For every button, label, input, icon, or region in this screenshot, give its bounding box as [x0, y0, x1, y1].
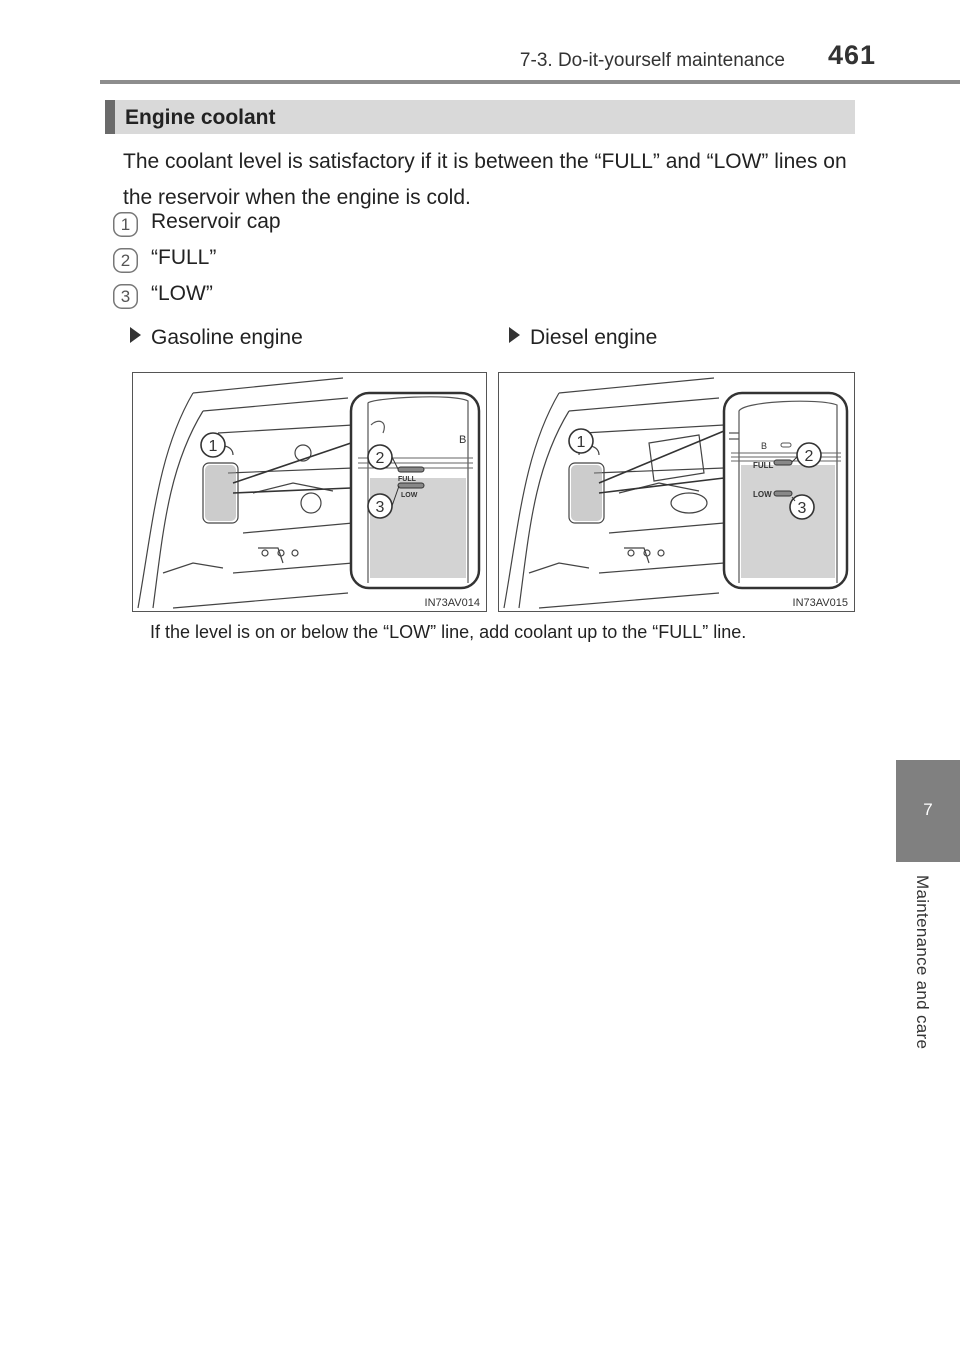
- full-line-label: FULL: [753, 461, 774, 470]
- section-heading-bar: [105, 100, 855, 134]
- low-line-label: LOW: [401, 492, 418, 499]
- legend-number: 1: [120, 215, 131, 234]
- variant-heading-text: Gasoline engine: [151, 326, 303, 349]
- low-line-label: LOW: [753, 490, 772, 499]
- callout-3-label: 3: [797, 500, 807, 517]
- level-b-mark: B: [459, 434, 467, 446]
- legend-label: Reservoir cap: [151, 210, 281, 233]
- intro-paragraph: The coolant level is satisfactory if it is between the “FULL” and “LOW” lines on the reservoir when the engine is cold.: [123, 150, 847, 209]
- legend-number: 2: [120, 251, 131, 270]
- figure-code: IN73AV014: [424, 597, 480, 609]
- refill-note: If the level is on or below the “LOW” line, add coolant up to the “FULL” line.: [150, 622, 747, 642]
- legend-number: 3: [120, 287, 131, 306]
- callout-3-label: 3: [375, 499, 385, 516]
- engine-bay-illustration: [499, 373, 854, 611]
- triangle-bullet-icon: [509, 327, 520, 343]
- engine-bay-illustration: [133, 373, 486, 611]
- full-line-label: FULL: [398, 476, 416, 483]
- callout-1-label: 1: [576, 434, 586, 451]
- callout-number-icon: [113, 212, 138, 237]
- legend-label: “LOW”: [151, 282, 213, 305]
- chapter-title: Maintenance and care: [913, 875, 932, 1050]
- header-rule: [100, 80, 960, 84]
- level-b-mark: B: [761, 441, 768, 451]
- variant-heading-diesel: [509, 326, 657, 350]
- callout-number-icon: [113, 284, 138, 309]
- page-number: 461: [828, 40, 877, 70]
- figure-code: IN73AV015: [792, 597, 848, 609]
- variant-heading-gasoline: [130, 326, 303, 350]
- section-heading-accent: [105, 100, 115, 134]
- variant-heading-text: Diesel engine: [530, 326, 658, 349]
- figure-gasoline-engine: [132, 372, 487, 612]
- figure-diesel-engine: [498, 372, 855, 612]
- legend-label: “FULL”: [151, 246, 217, 269]
- chapter-tab-number: 7: [923, 800, 933, 819]
- triangle-bullet-icon: [130, 327, 141, 343]
- callout-2-label: 2: [804, 448, 814, 465]
- callout-1-label: 1: [208, 438, 218, 455]
- callout-number-icon: [113, 248, 138, 273]
- section-title: Engine coolant: [125, 106, 276, 129]
- chapter-tab-label: [896, 875, 960, 1075]
- running-header-section: 7-3. Do-it-yourself maintenance: [519, 50, 785, 71]
- callout-2-label: 2: [375, 450, 385, 467]
